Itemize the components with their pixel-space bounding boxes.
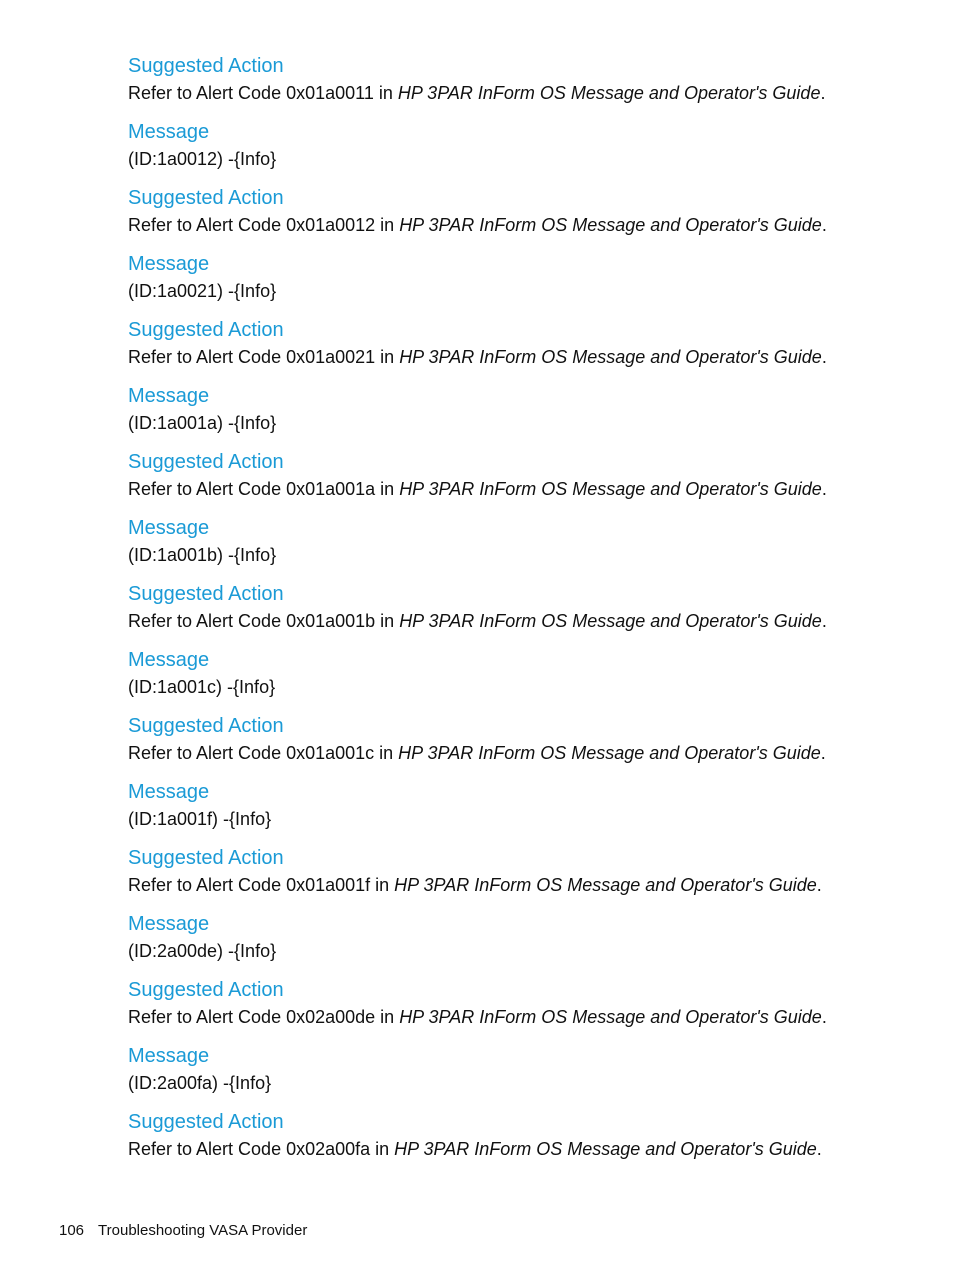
action-suffix: . <box>820 83 826 103</box>
suggested-action-entry <box>128 844 918 910</box>
action-prefix: Refer to Alert Code 0x01a001c in <box>128 743 399 763</box>
suggested-action-entry <box>128 316 918 382</box>
action-prefix: Refer to Alert Code 0x01a0021 in <box>128 347 400 367</box>
action-prefix: Refer to Alert Code 0x02a00de in <box>128 1007 400 1027</box>
guide-title: HP 3PAR InForm OS Message and Operator's Guide <box>399 611 822 631</box>
action-text <box>128 872 918 898</box>
section-heading: Suggested Action <box>128 583 284 605</box>
action-suffix: . <box>816 875 822 895</box>
guide-title: HP 3PAR InForm OS Message and Operator's Guide <box>398 743 821 763</box>
action-text <box>128 608 918 634</box>
page-content <box>128 52 918 1174</box>
suggested-action-entry <box>128 976 918 1042</box>
message-text: (ID:1a001b) -{Info} <box>128 545 277 565</box>
section-heading: Suggested Action <box>128 715 284 737</box>
action-text <box>128 1004 918 1030</box>
page-number: 106 <box>59 1222 85 1239</box>
action-prefix: Refer to Alert Code 0x02a00fa in <box>128 1139 395 1159</box>
message-entry <box>128 118 918 184</box>
message-text: (ID:2a00de) -{Info} <box>128 941 277 961</box>
guide-title: HP 3PAR InForm OS Message and Operator's Guide <box>399 347 822 367</box>
action-text <box>128 1136 918 1162</box>
action-suffix: . <box>820 743 826 763</box>
action-prefix: Refer to Alert Code 0x01a0012 in <box>128 215 400 235</box>
suggested-action-entry <box>128 1108 918 1174</box>
action-suffix: . <box>821 1007 827 1027</box>
message-text: (ID:2a00fa) -{Info} <box>128 1073 272 1093</box>
page-footer <box>59 1221 307 1241</box>
message-text: (ID:1a001f) -{Info} <box>128 809 272 829</box>
section-heading: Message <box>128 913 210 935</box>
action-prefix: Refer to Alert Code 0x01a001b in <box>128 611 400 631</box>
message-entry <box>128 910 918 976</box>
action-text <box>128 740 918 766</box>
message-text: (ID:1a0021) -{Info} <box>128 281 277 301</box>
message-text: (ID:1a0012) -{Info} <box>128 149 277 169</box>
suggested-action-entry <box>128 184 918 250</box>
section-heading: Suggested Action <box>128 979 284 1001</box>
section-heading: Suggested Action <box>128 1111 284 1133</box>
section-heading: Suggested Action <box>128 187 284 209</box>
action-prefix: Refer to Alert Code 0x01a001f in <box>128 875 395 895</box>
guide-title: HP 3PAR InForm OS Message and Operator's Guide <box>399 215 822 235</box>
guide-title: HP 3PAR InForm OS Message and Operator's Guide <box>399 479 822 499</box>
action-prefix: Refer to Alert Code 0x01a0011 in <box>128 83 398 103</box>
action-text <box>128 80 918 106</box>
message-entry <box>128 250 918 316</box>
section-heading: Message <box>128 121 210 143</box>
message-entry <box>128 778 918 844</box>
footer-section-title: Troubleshooting VASA Provider <box>98 1222 308 1239</box>
section-heading: Suggested Action <box>128 55 284 77</box>
guide-title: HP 3PAR InForm OS Message and Operator's Guide <box>399 1007 822 1027</box>
section-heading: Message <box>128 649 210 671</box>
section-heading: Suggested Action <box>128 451 284 473</box>
action-suffix: . <box>821 347 827 367</box>
guide-title: HP 3PAR InForm OS Message and Operator's Guide <box>397 83 821 103</box>
message-entry <box>128 514 918 580</box>
section-heading: Message <box>128 385 210 407</box>
guide-title: HP 3PAR InForm OS Message and Operator's Guide <box>394 875 817 895</box>
suggested-action-entry <box>128 712 918 778</box>
action-text <box>128 476 918 502</box>
message-text: (ID:1a001c) -{Info} <box>128 677 276 697</box>
message-text: (ID:1a001a) -{Info} <box>128 413 277 433</box>
action-suffix: . <box>816 1139 822 1159</box>
action-prefix: Refer to Alert Code 0x01a001a in <box>128 479 400 499</box>
message-entry <box>128 1042 918 1108</box>
suggested-action-entry <box>128 580 918 646</box>
section-heading: Message <box>128 1045 210 1067</box>
action-suffix: . <box>821 611 827 631</box>
message-entry <box>128 646 918 712</box>
section-heading: Suggested Action <box>128 847 284 869</box>
action-suffix: . <box>821 479 827 499</box>
section-heading: Message <box>128 517 210 539</box>
guide-title: HP 3PAR InForm OS Message and Operator's Guide <box>394 1139 817 1159</box>
action-suffix: . <box>821 215 827 235</box>
suggested-action-entry <box>128 448 918 514</box>
section-heading: Suggested Action <box>128 319 284 341</box>
section-heading: Message <box>128 253 210 275</box>
section-heading: Message <box>128 781 210 803</box>
action-text <box>128 344 918 370</box>
message-entry <box>128 382 918 448</box>
action-text <box>128 212 918 238</box>
suggested-action-entry <box>128 52 918 118</box>
